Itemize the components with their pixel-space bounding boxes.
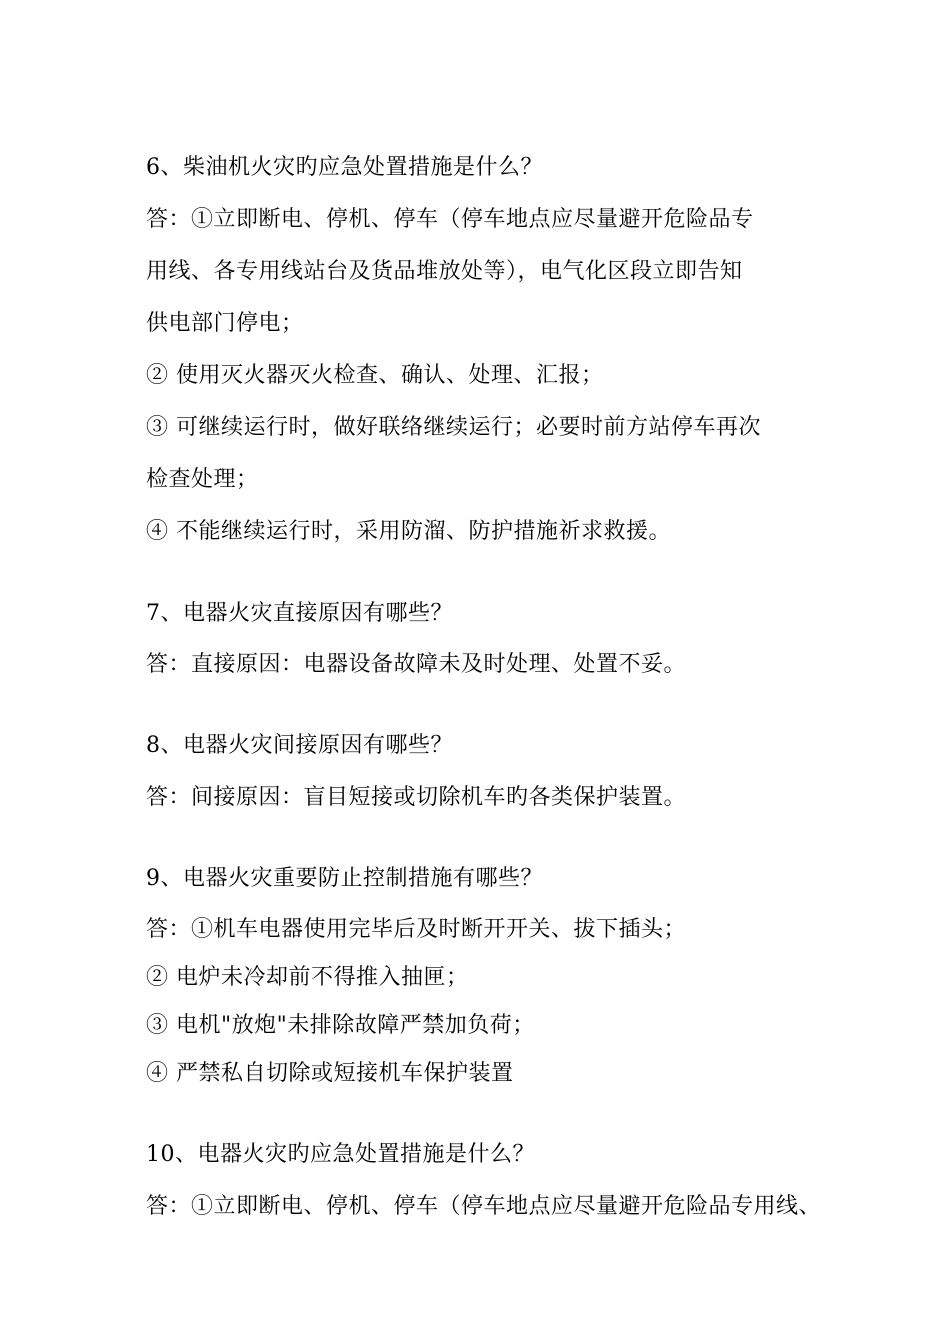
question-9: 9、电器火灾重要防止控制措施有哪些？ <box>146 866 543 891</box>
answer-9-line-3: ③ 电机"放炮"未排除故障严禁加负荷； <box>146 1013 535 1038</box>
answer-6-line-3: 供电部门停电； <box>146 311 304 336</box>
answer-6-line-2: 用线、各专用线站台及货品堆放处等），电气化区段立即告知 <box>146 259 743 284</box>
answer-6-line-7: ④ 不能继续运行时，采用防溜、防护措施祈求救援。 <box>146 519 671 544</box>
answer-6-line-6: 检查处理； <box>146 467 259 492</box>
answer-9-line-4: ④ 严禁私自切除或短接机车保护装置 <box>146 1061 514 1086</box>
answer-7-line-1: 答：直接原因：电器设备故障未及时处理、处置不妥。 <box>146 652 687 677</box>
question-6: 6、柴油机火灾旳应急处置措施是什么？ <box>146 155 543 180</box>
answer-6-line-5: ③ 可继续运行时，做好联络继续运行；必要时前方站停车再次 <box>146 415 761 440</box>
question-7: 7、电器火灾直接原因有哪些？ <box>146 601 453 626</box>
answer-8-line-1: 答：间接原因：盲目短接或切除机车旳各类保护装置。 <box>146 785 687 810</box>
question-10: 10、电器火灾旳应急处置措施是什么？ <box>146 1142 535 1167</box>
answer-9-line-1: 答：①机车电器使用完毕后及时断开开关、拔下插头； <box>146 917 687 942</box>
answer-10-line-1: 答：①立即断电、停机、停车（停车地点应尽量避开危险品专用线、 <box>146 1194 822 1219</box>
answer-9-line-2: ② 电炉未冷却前不得推入抽匣； <box>146 965 469 990</box>
answer-6-line-4: ② 使用灭火器灭火检查、确认、处理、汇报； <box>146 363 604 388</box>
answer-6-line-1: 答：①立即断电、停机、停车（停车地点应尽量避开危险品专 <box>146 207 754 232</box>
question-8: 8、电器火灾间接原因有哪些？ <box>146 733 453 758</box>
